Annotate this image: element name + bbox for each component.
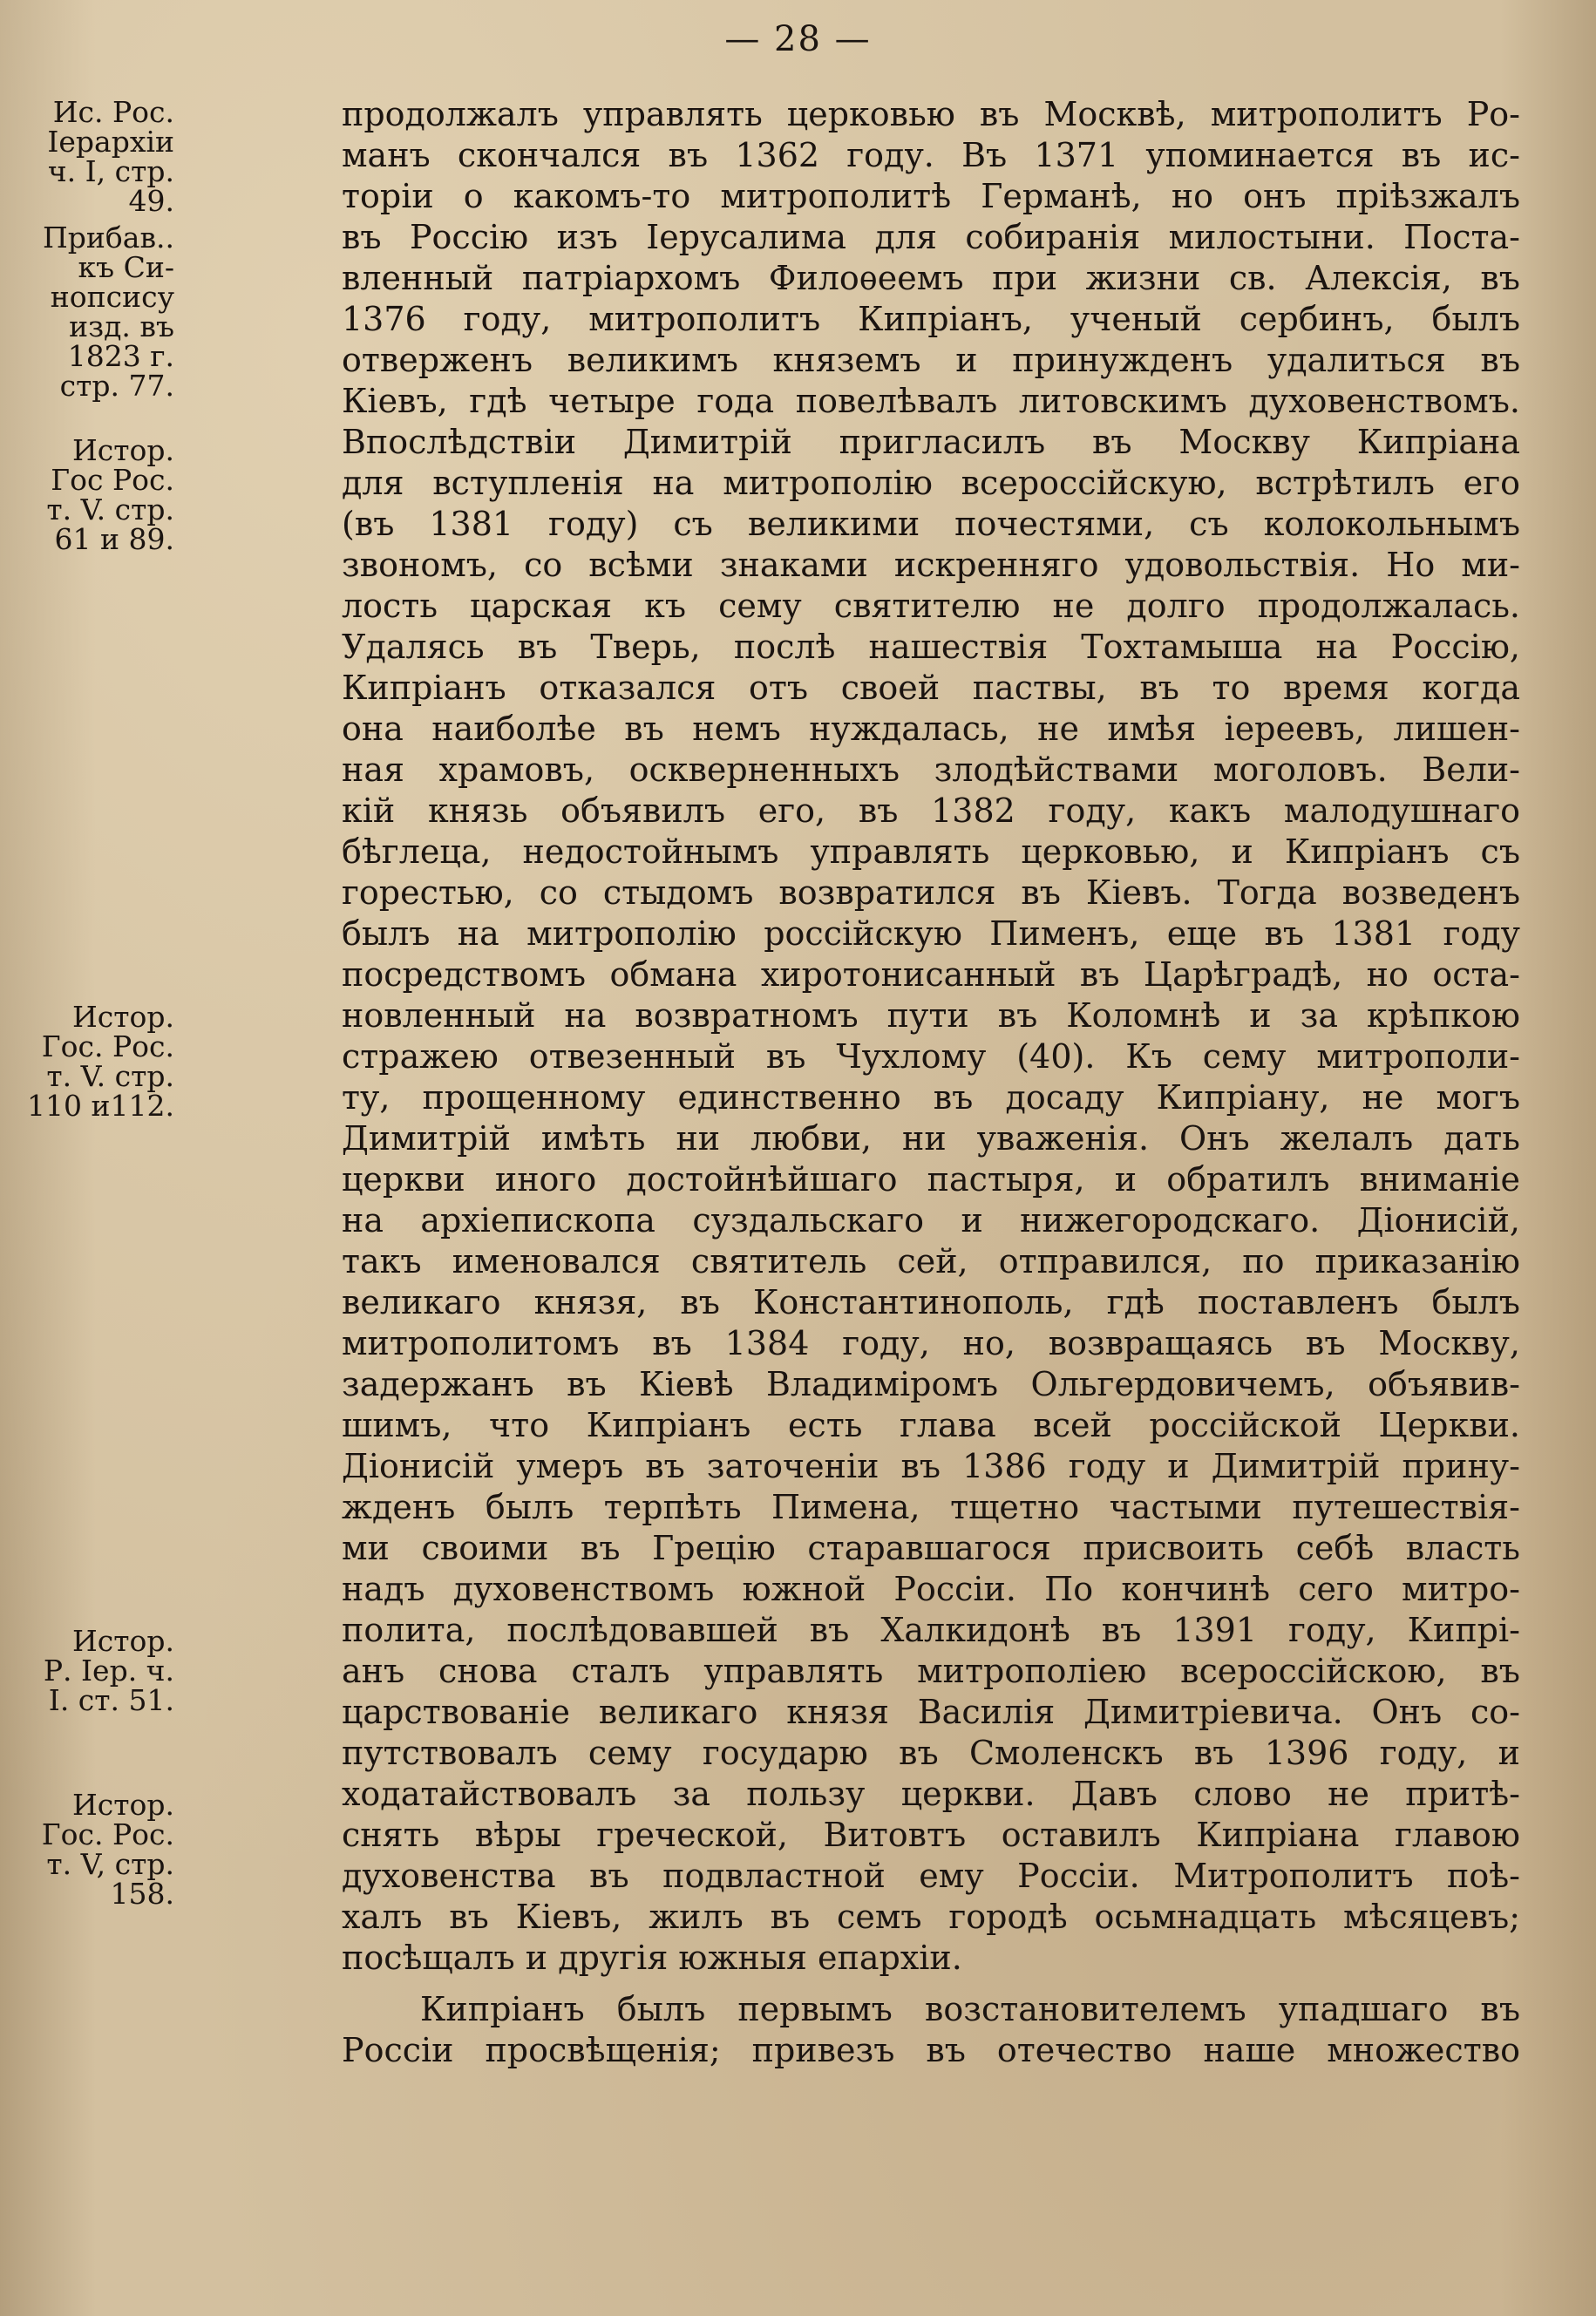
- margin-note-line: Истор.: [72, 1000, 174, 1034]
- text-line: манъ скончался въ 1362 году. Въ 1371 упоминается въ ис-: [342, 136, 1520, 174]
- margin-note: [0, 1790, 174, 1909]
- margin-note-line: изд. въ: [69, 309, 174, 343]
- paragraph: [342, 1989, 1520, 2071]
- text-line: снять вѣры греческой, Витовтъ оставилъ Кипріана главою: [342, 1816, 1520, 1854]
- margin-note-line: стр. 77.: [59, 369, 174, 403]
- text-line: ми своими въ Грецію старавшагося присвоить себѣ власть: [342, 1529, 1520, 1567]
- text-line: халъ въ Кіевъ, жилъ въ семъ городѣ осьмнадцать мѣсяцевъ;: [342, 1898, 1520, 1936]
- text-line: горестью, со стыдомъ возвратился въ Кіевъ. Тогда возведенъ: [342, 873, 1520, 912]
- margin-note: [0, 223, 174, 401]
- text-line: великаго князя, въ Константинополь, гдѣ поставленъ былъ: [342, 1283, 1520, 1321]
- margin-note-line: Истор.: [72, 1624, 174, 1658]
- text-line: Кіевъ, гдѣ четыре года повелѣвалъ литовскимъ духовенствомъ.: [342, 382, 1520, 420]
- margin-note: [0, 95, 174, 218]
- margin-note-line: ч. I, стр.: [47, 154, 174, 188]
- text-line: шимъ, что Кипріанъ есть глава всей россійской Церкви.: [342, 1406, 1520, 1444]
- margin-note-line: Гос. Рос.: [41, 1817, 174, 1851]
- text-line: Россіи просвѣщенія; привезъ въ отечество наше множество: [342, 2031, 1520, 2069]
- margin-note-line: къ Си-: [78, 250, 174, 284]
- text-line: анъ снова сталъ управлять митрополіею всероссійскою, въ: [342, 1652, 1520, 1690]
- text-line: духовенства въ подвластной ему Россіи. Митрополитъ поѣ-: [342, 1857, 1520, 1895]
- text-line: посредствомъ обмана хиротонисанный въ Царѣградѣ, но оста-: [342, 955, 1520, 994]
- text-line: она наиболѣе въ немъ нуждалась, не имѣя іереевъ, лишен-: [342, 710, 1520, 748]
- text-line: звономъ, со всѣми знаками искренняго удовольствія. Но ми-: [342, 546, 1520, 584]
- text-line: на архіепископа суздальскаго и нижегородскаго. Діонисій,: [342, 1201, 1520, 1240]
- text-line: вленный патріархомъ Филоѳеемъ при жизни св. Алексія, въ: [342, 259, 1520, 297]
- text-line: такъ именовался святитель сей, отправился, по приказанію: [342, 1242, 1520, 1280]
- text-line: митрополитомъ въ 1384 году, но, возвращаясь въ Москву,: [342, 1324, 1520, 1362]
- text-line: бѣглеца, недостойнымъ управлять церковью, и Кипріанъ съ: [342, 832, 1520, 871]
- text-line: путствовалъ сему государю въ Смоленскъ въ 1396 году, и: [342, 1734, 1520, 1772]
- text-line: кій князь объявилъ его, въ 1382 году, какъ малодушнаго: [342, 791, 1520, 830]
- paragraph: [342, 94, 1520, 1979]
- text-line: Діонисій умеръ въ заточеніи въ 1386 году и Димитрій прину-: [342, 1447, 1520, 1485]
- page-number: — 28 —: [724, 19, 872, 59]
- margin-note-line: т. V. стр.: [46, 492, 174, 526]
- text-line: надъ духовенствомъ южной Россіи. По кончинѣ сего митро-: [342, 1570, 1520, 1608]
- text-line: Кипріанъ былъ первымъ возстановителемъ упадшаго въ: [420, 1990, 1520, 2028]
- text-line: царствованіе великаго князя Василія Димитріевича. Онъ со-: [342, 1693, 1520, 1731]
- text-line: въ Россію изъ Іерусалима для собиранія милостыни. Поста-: [342, 218, 1520, 256]
- text-line: Удалясь въ Тверь, послѣ нашествія Тохтамыша на Россію,: [342, 628, 1520, 666]
- margin-note-line: Ис. Рос.: [52, 95, 174, 129]
- margin-note-line: 49.: [128, 184, 174, 218]
- text-line: Кипріанъ отказался отъ своей паствы, въ то время когда: [342, 669, 1520, 707]
- text-line: новленный на возвратномъ пути въ Коломнѣ и за крѣпкою: [342, 996, 1520, 1035]
- text-line: ходатайствовалъ за пользу церкви. Давъ слово не притѣ-: [342, 1775, 1520, 1813]
- text-line: стражею отвезенный въ Чухлому (40). Къ сему митрополи-: [342, 1037, 1520, 1076]
- margin-note-line: I. ст. 51.: [48, 1683, 174, 1717]
- margin-note-line: 1823 г.: [67, 339, 174, 373]
- text-line: торіи о какомъ-то митрополитѣ Германѣ, но онъ пріѣзжалъ: [342, 177, 1520, 215]
- margin-note-line: Р. Іер. ч.: [43, 1654, 174, 1688]
- margin-note-line: Прибав..: [43, 221, 174, 255]
- margin-note-line: Гос. Рос.: [41, 1029, 174, 1063]
- text-line: лость царская къ сему святителю не долго продолжалась.: [342, 587, 1520, 625]
- text-line: жденъ былъ терпѣть Пимена, тщетно частыми путешествія-: [342, 1488, 1520, 1526]
- margin-note: [0, 433, 174, 556]
- paragraph-gap: [342, 1979, 1520, 1989]
- text-line: ту, прощенному единственно въ досаду Кипріану, не могъ: [342, 1078, 1520, 1117]
- margin-note-line: 110 и112.: [27, 1089, 174, 1123]
- text-line: церкви иного достойнѣйшаго пастыря, и обратилъ вниманіе: [342, 1160, 1520, 1199]
- text-line: (въ 1381 году) съ великими почестями, съ колокольнымъ: [342, 505, 1520, 543]
- text-line: Димитрій имѣть ни любви, ни уваженія. Онъ желалъ дать: [342, 1119, 1520, 1158]
- margin-note-line: нопсису: [50, 280, 174, 314]
- margin-note: [0, 1002, 174, 1121]
- margin-note-line: Гос Рос.: [51, 463, 174, 497]
- margin-note-line: Истор.: [72, 433, 174, 467]
- text-line: продолжалъ управлять церковью въ Москвѣ, митрополитъ Ро-: [342, 95, 1520, 133]
- margin-note-line: 61 и 89.: [54, 522, 174, 556]
- text-line: полита, послѣдовавшей въ Халкидонѣ въ 1391 году, Кипрі-: [342, 1611, 1520, 1649]
- text-line: 1376 году, митрополитъ Кипріанъ, ученый сербинъ, былъ: [342, 300, 1520, 338]
- main-text: [342, 94, 1520, 2071]
- text-line: Впослѣдствіи Димитрій пригласилъ въ Москву Кипріана: [342, 423, 1520, 461]
- text-line: ная храмовъ, оскверненныхъ злодѣйствами моголовъ. Вели-: [342, 750, 1520, 789]
- margin-note-line: 158.: [110, 1877, 174, 1911]
- margin-note-line: Истор.: [72, 1788, 174, 1822]
- margin-note-line: т. V. стр.: [46, 1059, 174, 1093]
- margin-note-line: т. V, стр.: [46, 1847, 174, 1881]
- text-line: былъ на митрополію россійскую Пименъ, еще въ 1381 году: [342, 914, 1520, 953]
- margin-note: [0, 1624, 174, 1717]
- text-line: для вступленія на митрополію всероссійскую, встрѣтилъ его: [342, 464, 1520, 502]
- text-line: посѣщалъ и другія южныя епархіи.: [342, 1939, 962, 1977]
- text-line: отверженъ великимъ княземъ и принужденъ удалиться въ: [342, 341, 1520, 379]
- text-line: задержанъ въ Кіевѣ Владиміромъ Ольгердовичемъ, объявив-: [342, 1365, 1520, 1403]
- margin-note-line: Іерархіи: [47, 125, 174, 159]
